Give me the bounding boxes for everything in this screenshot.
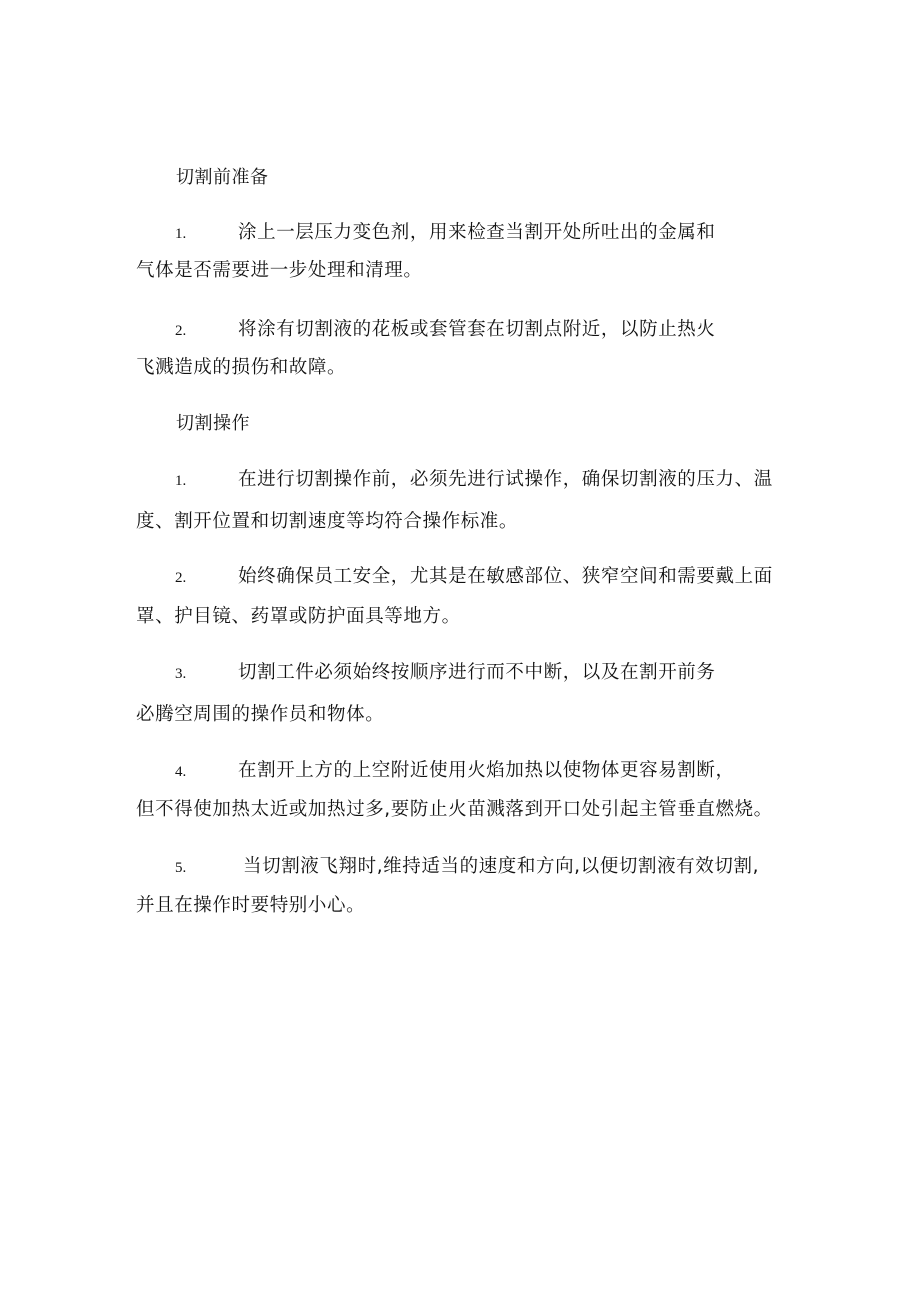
item-text-line: 度、割开位置和切割速度等均符合操作标准。: [136, 511, 519, 532]
item-number: 4.: [175, 764, 187, 780]
item-text-line: 并且在操作时要特别小心。: [136, 895, 366, 916]
item-text-line: 在进行切割操作前，必须先进行试操作，确保切割液的压力、温: [238, 469, 773, 490]
item-text-line: 切割工件必须始终按顺序进行而不中断，以及在割开前务: [238, 662, 716, 683]
item-text-line: 当切割液飞翔时,维持适当的速度和方向,以便切割液有效切割,: [243, 856, 760, 877]
item-text-line: 罩、护目镜、药罩或防护面具等地方。: [136, 606, 461, 627]
item-number: 5.: [175, 860, 187, 876]
item-text-line: 涂上一层压力变色剂，用来检查当割开处所吐出的金属和: [238, 222, 716, 243]
item-text-line: 但不得使加热太近或加热过多,要防止火苗溅落到开口处引起主管垂直燃烧。: [136, 799, 773, 820]
item-number: 1.: [175, 473, 187, 489]
item-number: 2.: [175, 323, 187, 339]
item-text-line: 在割开上方的上空附近使用火焰加热以使物体更容易割断，: [238, 760, 735, 781]
item-number: 3.: [175, 666, 187, 682]
item-text-line: 气体是否需要进一步处理和清理。: [136, 260, 423, 281]
item-number: 1.: [175, 226, 187, 242]
item-text-line: 始终确保员工安全，尤其是在敏感部位、狭窄空间和需要戴上面: [238, 566, 773, 587]
item-text-line: 飞溅造成的损伤和故障。: [136, 357, 347, 378]
item-number: 2.: [175, 570, 187, 586]
item-text-line: 必腾空周围的操作员和物体。: [136, 704, 385, 725]
section-heading-preparation: 切割前准备: [176, 167, 269, 188]
item-text-line: 将涂有切割液的花板或套管套在切割点附近，以防止热火: [238, 319, 716, 340]
section-heading-operation: 切割操作: [176, 413, 250, 434]
